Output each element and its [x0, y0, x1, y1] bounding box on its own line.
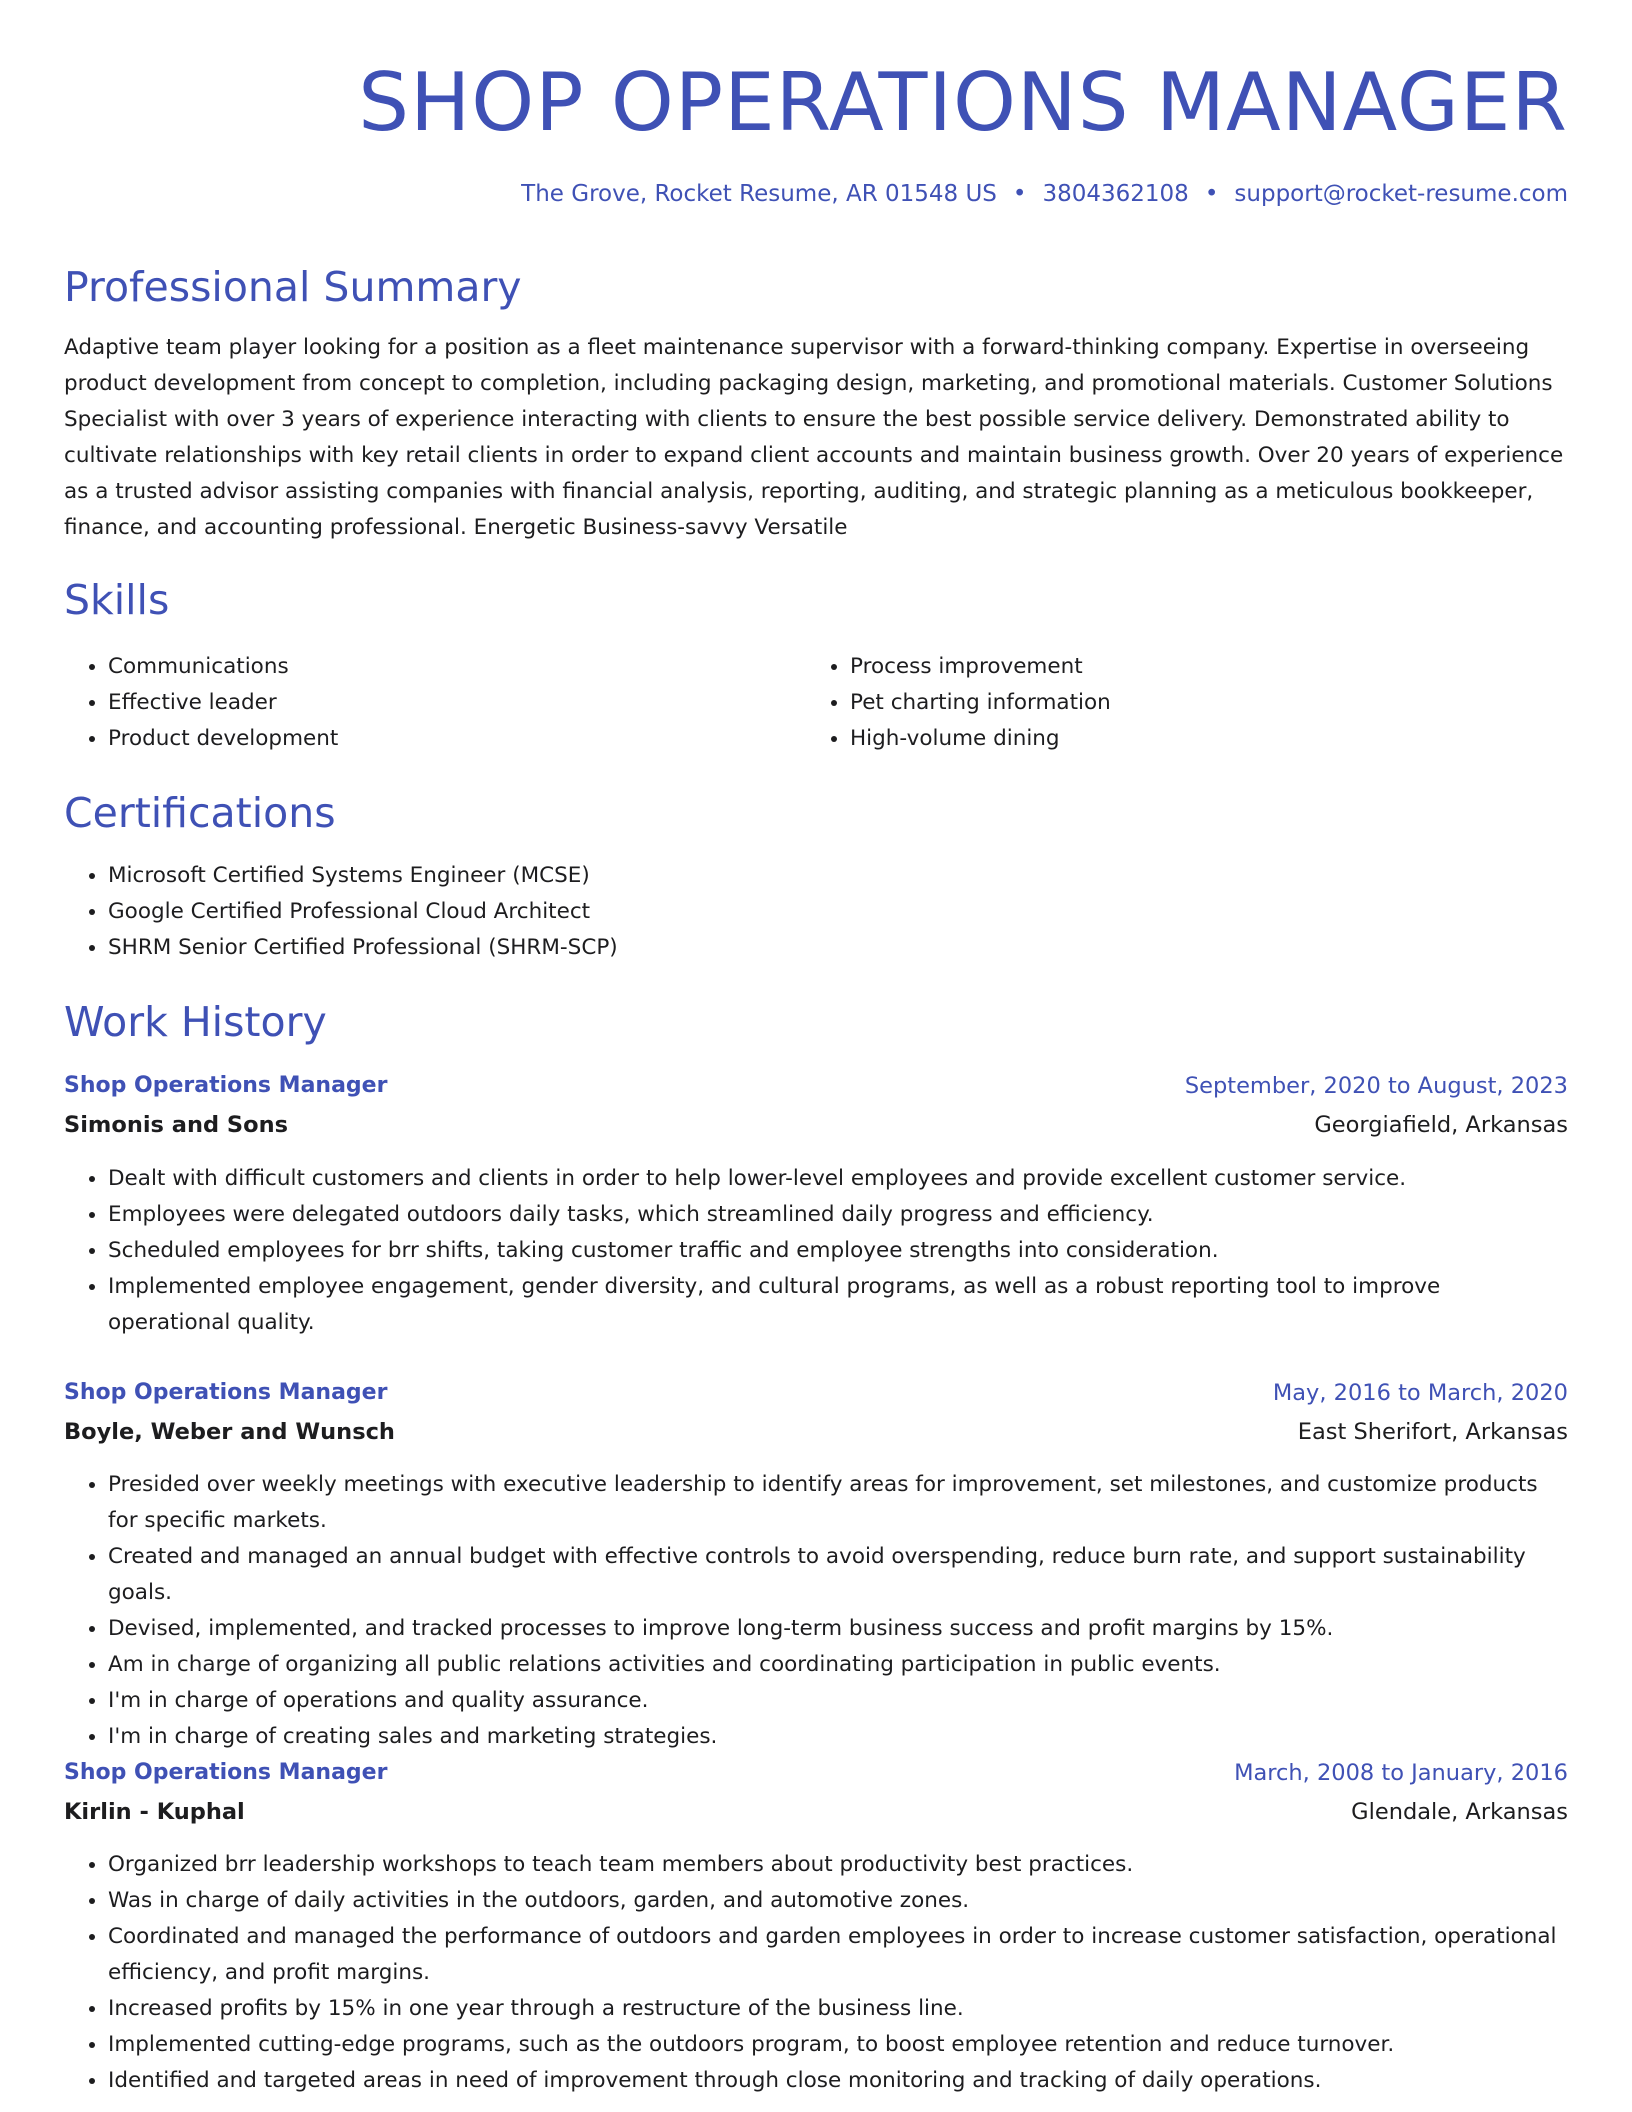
- skills-heading: Skills: [64, 576, 170, 624]
- job-title: Shop Operations Manager: [64, 1073, 388, 1098]
- job-title: Shop Operations Manager: [64, 1380, 388, 1405]
- contact-line: [64, 178, 1568, 210]
- job-bullet: • Increased profits by 15% in one year through a restructure of the business line.: [108, 1991, 1568, 2027]
- certification-item: • Google Certified Professional Cloud Architect: [108, 894, 1508, 930]
- certification-item: • SHRM Senior Certified Professional (SHRM-SCP): [108, 930, 1508, 966]
- job-bullet: • Organized brr leadership workshops to teach team members about productivity best practices.: [108, 1847, 1568, 1883]
- skills-list-left: [64, 649, 808, 757]
- job-location: East Sherifort, Arkansas: [1297, 1419, 1568, 1445]
- resume-header: [64, 48, 1568, 210]
- job-bullet: • Coordinated and managed the performance of outdoors and garden employees in order to increase customer satisfaction, operational efficiency, and profit margins.: [108, 1919, 1568, 1991]
- skill-item: • Process improvement: [850, 649, 1550, 685]
- job-location: Glendale, Arkansas: [1351, 1799, 1568, 1825]
- job-bullet: • Created and managed an annual budget with effective controls to avoid overspending, reduce burn rate, and support sustainability goals.: [108, 1539, 1568, 1611]
- certifications-list: [64, 858, 1508, 966]
- job-bullets: [64, 1467, 1568, 1755]
- job-subheader: [64, 1794, 1568, 1830]
- certifications-heading: Certifications: [64, 789, 336, 837]
- job-dates: March, 2008 to January, 2016: [1234, 1760, 1568, 1786]
- job-bullet: • Implemented cutting-edge programs, such as the outdoors program, to boost employee retention and reduce turnover.: [108, 2027, 1568, 2063]
- skill-item: • Pet charting information: [850, 685, 1550, 721]
- job-header: [64, 1375, 1568, 1411]
- skill-item: • Product development: [108, 721, 808, 757]
- job-location: Georgiafield, Arkansas: [1314, 1112, 1568, 1138]
- contact-email[interactable]: support@rocket-resume.com: [1234, 181, 1568, 207]
- skill-item: • Effective leader: [108, 685, 808, 721]
- resume-title: SHOP OPERATIONS MANAGER: [358, 56, 1568, 149]
- contact-separator: •: [1012, 181, 1027, 207]
- skill-item: • High-volume dining: [850, 721, 1550, 757]
- job-subheader: [64, 1414, 1568, 1450]
- summary-heading: Professional Summary: [64, 263, 522, 311]
- job-bullet: • Am in charge of organizing all public relations activities and coordinating participation in public events.: [108, 1647, 1568, 1683]
- job-bullet: • I'm in charge of operations and quality assurance.: [108, 1683, 1568, 1719]
- contact-phone: 3804362108: [1042, 181, 1189, 207]
- job-dates: September, 2020 to August, 2023: [1184, 1073, 1568, 1099]
- contact-address: The Grove, Rocket Resume, AR 01548 US: [521, 181, 997, 207]
- job-header: [64, 1068, 1568, 1104]
- job-bullet: • Employees were delegated outdoors daily tasks, which streamlined daily progress and efficiency.: [108, 1197, 1568, 1233]
- job-company: Boyle, Weber and Wunsch: [64, 1419, 395, 1445]
- job-bullet: • Was in charge of daily activities in the outdoors, garden, and automotive zones.: [108, 1883, 1568, 1919]
- job-bullet: • Presided over weekly meetings with executive leadership to identify areas for improvement, set milestones, and customize products for specific markets.: [108, 1467, 1568, 1539]
- certification-item: • Microsoft Certified Systems Engineer (MCSE): [108, 858, 1508, 894]
- job-bullet: • Identified and targeted areas in need of improvement through close monitoring and tracking of daily operations.: [108, 2063, 1568, 2099]
- job-company: Kirlin - Kuphal: [64, 1799, 245, 1825]
- job-bullets: [64, 1161, 1568, 1341]
- skills-list-right: [806, 649, 1550, 757]
- job-title: Shop Operations Manager: [64, 1760, 388, 1785]
- work-history-heading: Work History: [64, 998, 327, 1046]
- job-bullet: • Devised, implemented, and tracked processes to improve long-term business success and profit margins by 15%.: [108, 1611, 1568, 1647]
- job-bullet: • Dealt with difficult customers and clients in order to help lower-level employees and provide excellent customer service.: [108, 1161, 1568, 1197]
- job-bullet: • Scheduled employees for brr shifts, taking customer traffic and employee strengths into consideration.: [108, 1233, 1568, 1269]
- contact-separator: •: [1204, 181, 1219, 207]
- job-bullet: • Implemented employee engagement, gender diversity, and cultural programs, as well as a robust reporting tool to improve operational quality.: [108, 1269, 1568, 1341]
- job-dates: May, 2016 to March, 2020: [1272, 1380, 1568, 1406]
- skill-item: • Communications: [108, 649, 808, 685]
- job-bullet: • I'm in charge of creating sales and marketing strategies.: [108, 1719, 1568, 1755]
- job-header: [64, 1755, 1568, 1791]
- job-bullets: [64, 1847, 1568, 2099]
- job-company: Simonis and Sons: [64, 1112, 288, 1138]
- summary-text: Adaptive team player looking for a position as a fleet maintenance supervisor with a forward-thinking company. Expertise in overseeing product development from concept to completion, including packaging design, marketing, and promotional materials. Customer Solutions Specialist with over 3 years of experience interacting with clients to ensure the best possible service delivery. Demonstrated ability to cultivate relationships with key retail clients in order to expand client accounts and maintain business growth. Over 20 years of experience as a trusted advisor assisting companies with financial analysis, reporting, auditing, and strategic planning as a meticulous bookkeeper, finance, and accounting professional. Energetic Business-savvy Versatile: [64, 335, 1564, 540]
- job-subheader: [64, 1107, 1568, 1143]
